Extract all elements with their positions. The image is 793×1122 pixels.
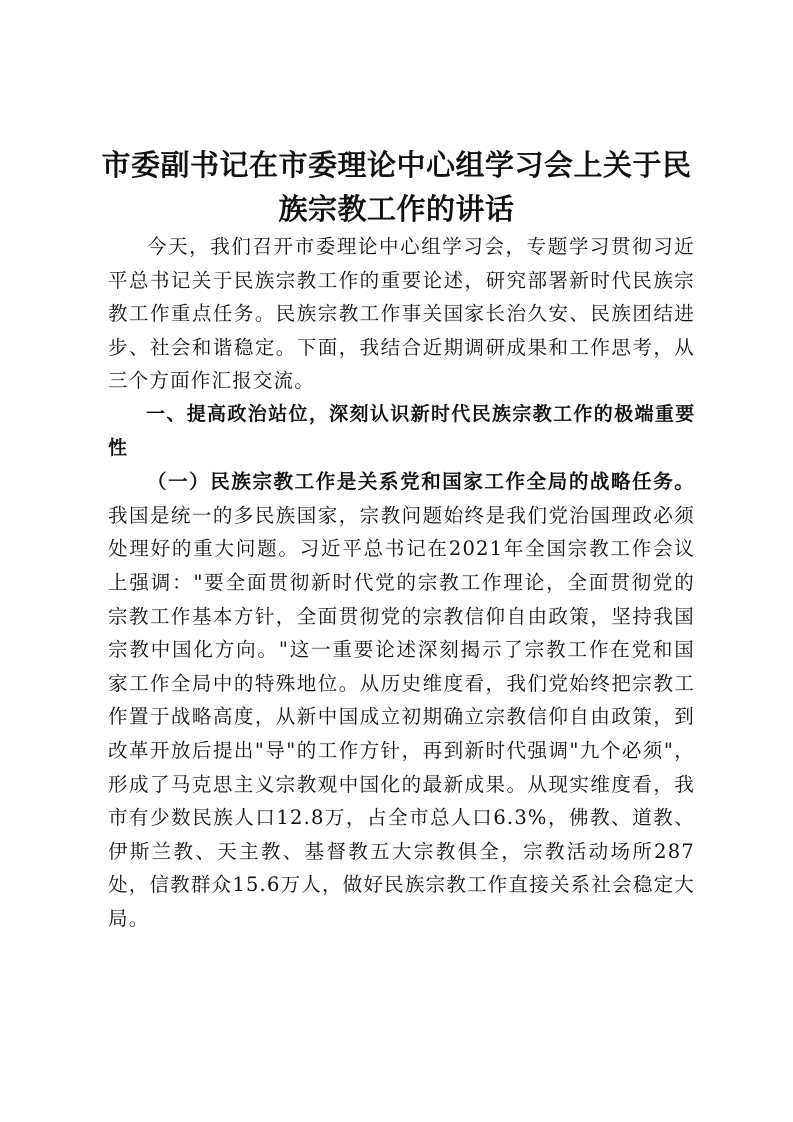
section-heading-1: 一、提高政治站位，深刻认识新时代民族宗教工作的极端重要性 (108, 402, 695, 459)
document-body (108, 230, 695, 935)
intro-paragraph: 今天，我们召开市委理论中心组学习会，专题学习贯彻习近平总书记关于民族宗教工作的重要论述，研究部署新时代民族宗教工作重点任务。民族宗教工作事关国家长治久安、民族团结进步、社会和谐稳定。下面，我结合近期调研成果和工作思考，从三个方面作汇报交流。 (108, 235, 695, 393)
document-title: 市委副书记在市委理论中心组学习会上关于民族宗教工作的讲话 (101, 148, 692, 226)
subsection-paragraph-1 (108, 465, 695, 935)
subsection-body-1: 我国是统一的多民族国家，宗教问题始终是我们党治国理政必须处理好的重大问题。习近平总书记在2021年全国宗教工作会议上强调："要全面贯彻新时代党的宗教工作理论，全面贯彻党的宗教工作基本方针，全面贯彻党的宗教信仰自由政策，坚持我国宗教中国化方向。"这一重要论述深刻揭示了宗教工作在党和国家工作全局中的特殊地位。从历史维度看，我们党始终把宗教工作置于战略高度，从新中国成立初期确立宗教信仰自由政策，到改革开放后提出"导"的工作方针，再到新时代强调"九个必须"，形成了马克思主义宗教观中国化的最新成果。从现实维度看，我市有少数民族人口12.8万，占全市总人口6.3%，佛教、道教、伊斯兰教、天主教、基督教五大宗教俱全，宗教活动场所287处，信教群众15.6万人，做好民族宗教工作直接关系社会稳定大局。 (108, 503, 695, 930)
subsection-heading-1: （一）民族宗教工作是关系党和国家工作全局的战略任务。 (147, 470, 695, 494)
